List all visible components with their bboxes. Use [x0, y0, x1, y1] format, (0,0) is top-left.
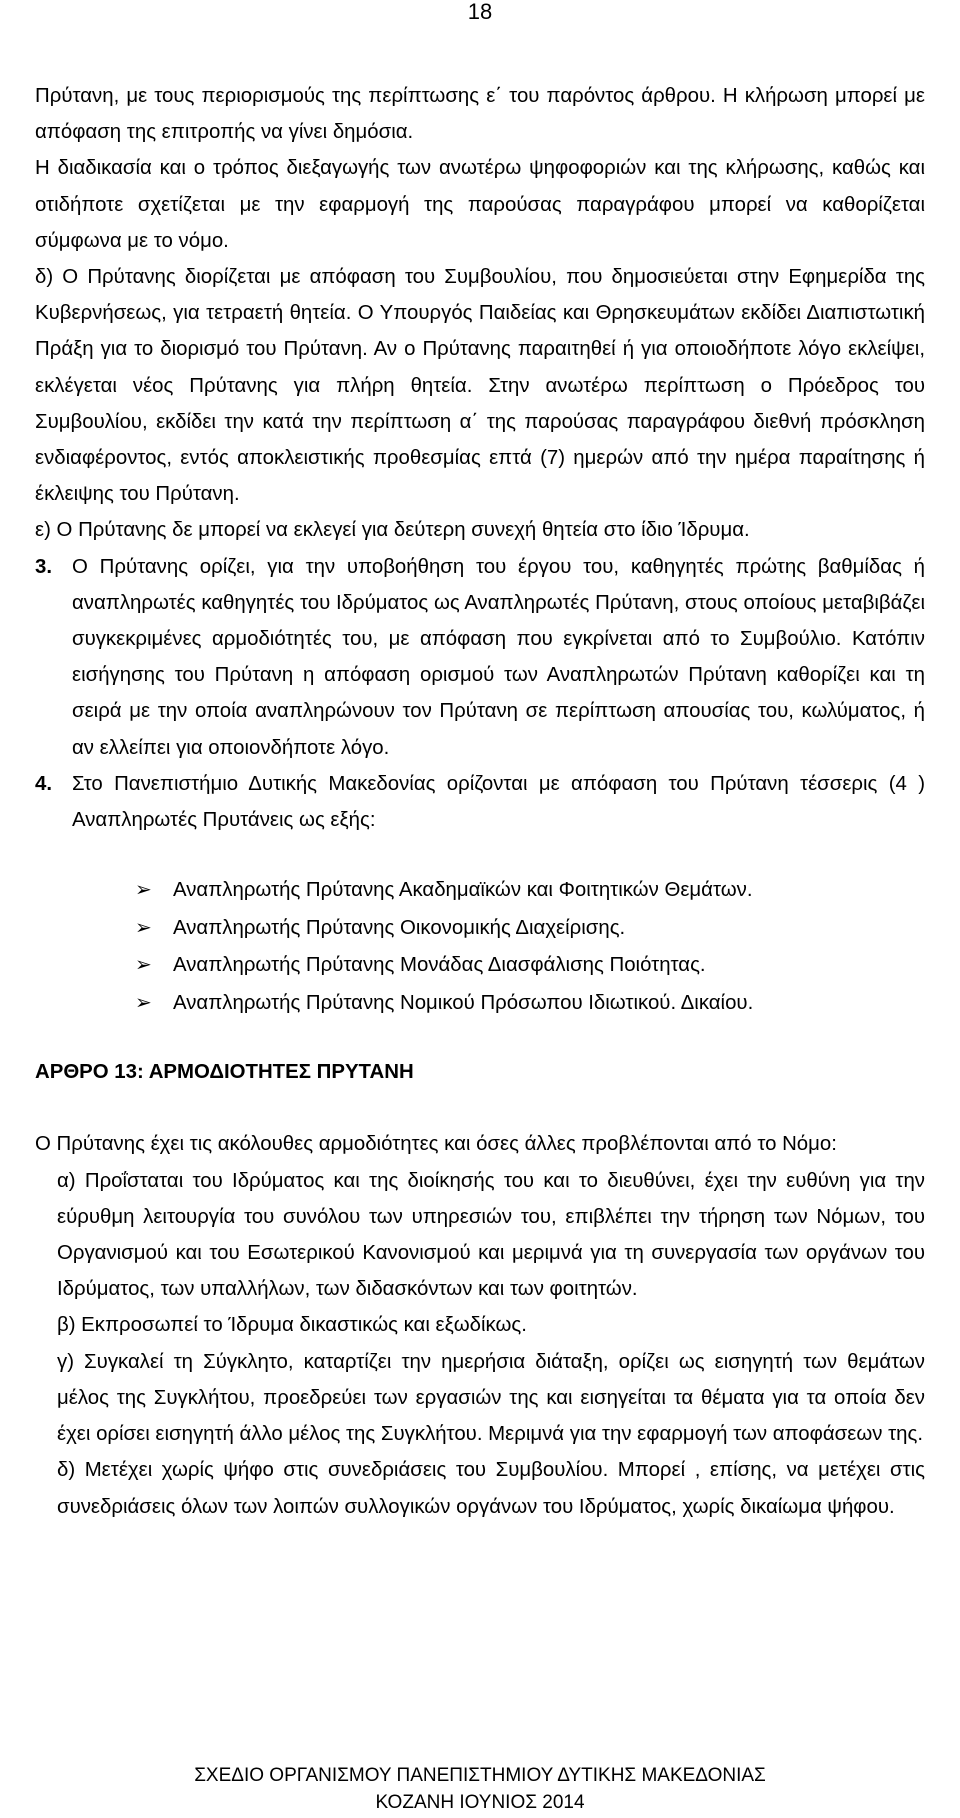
duty-paragraph: δ) Μετέχει χωρίς ψήφο στις συνεδριάσεις του Συμβουλίου. Μπορεί , επίσης, να μετέχει στις συνεδριάσεις όλων των λοιπών συλλογικών οργάνων του Ιδρύματος, χωρίς δικαίωμα ψήφου.	[57, 1459, 925, 1518]
numbered-item	[35, 549, 925, 766]
duty-paragraph: α) Προΐσταται του Ιδρύματος και της διοίκησής του και το διευθύνει, έχει την ευθύνη για την εύρυθμη λειτουργία του συνόλου των υπηρεσιών του, επιβλέπει την τήρηση των Νόμων, του Οργανισμού και του Εσωτερικού Κανονισμού και μεριμνά για τη συνεργασία των οργάνων του Ιδρύματος, των υπαλλήλων, των διδασκόντων και των φοιτητών.	[57, 1169, 925, 1301]
list-item-text: Αναπληρωτής Πρύτανης Ακαδημαϊκών και Φοιτητικών Θεμάτων.	[173, 879, 753, 902]
footer-title: ΣΧΕΔΙΟ ΟΡΓΑΝΙΣΜΟΥ ΠΑΝΕΠΙΣΤΗΜΙΟΥ ΔΥΤΙΚΗΣ ΜΑΚΕΔΟΝΙΑΣ	[194, 1765, 766, 1786]
list-item	[135, 910, 925, 948]
item-text: Ο Πρύτανης ορίζει, για την υποβοήθηση του έργου του, καθηγητές πρώτης βαθμίδας ή αναπληρωτές καθηγητές του Ιδρύματος ως Αναπληρωτές Πρύτανη, στους οποίους μεταβιβάζει συγκεκριμένες αρμοδιότητές του, με απόφαση που εγκρίνεται από το Συμβούλιο. Κατόπιν εισήγησης του Πρύτανη η απόφαση ορισμού των Αναπληρωτών Πρύτανη καθορίζει και τη σειρά με την οποία αναπληρώνουν τον Πρύτανη σε περίπτωση απουσίας του, κωλύματος, ή αν ελλείπει για οποιονδήποτε λόγο.	[72, 555, 925, 759]
item-number: 4.	[35, 772, 53, 795]
footer-date: ΚΟΖΑΝΗ ΙΟΥΝΙΟΣ 2014	[375, 1792, 585, 1813]
list-item-text: Αναπληρωτής Πρύτανης Νομικού Πρόσωπου Ιδιωτικού. Δικαίου.	[173, 991, 754, 1014]
arrow-bullet-icon: ➢	[135, 954, 152, 977]
page-footer	[0, 1762, 960, 1816]
item-number: 3.	[35, 555, 53, 578]
vice-rector-list	[35, 872, 925, 1022]
list-item-text: Αναπληρωτής Πρύτανης Μονάδας Διασφάλισης Ποιότητας.	[173, 954, 706, 977]
document-body	[35, 78, 925, 1525]
numbered-item	[35, 766, 925, 838]
list-item	[135, 947, 925, 985]
duty-paragraph: γ) Συγκαλεί τη Σύγκλητο, καταρτίζει την ημερήσια διάταξη, ορίζει ως εισηγητή των θεμάτων μέλος της Συγκλήτου, προεδρεύει των εργασιών της και εισηγείται τα θέματα για τα οποία δεν έχει ορίσει εισηγητή άλλο μέλος της Συγκλήτου. Μεριμνά για την εφαρμογή των αποφάσεων της.	[57, 1350, 925, 1446]
paragraph: Πρύτανη, με τους περιορισμούς της περίπτωσης ε΄ του παρόντος άρθρου. Η κλήρωση μπορεί με απόφαση της επιτροπής να γίνει δημόσια.	[35, 85, 925, 144]
list-item-text: Αναπληρωτής Πρύτανης Οικονομικής Διαχείρισης.	[173, 916, 626, 939]
arrow-bullet-icon: ➢	[135, 879, 152, 902]
list-item	[135, 872, 925, 910]
article-title: ΑΡΘΡΟ 13: ΑΡΜΟΔΙΟΤΗΤΕΣ ΠΡΥΤΑΝΗ	[35, 1061, 414, 1084]
paragraph: Η διαδικασία και ο τρόπος διεξαγωγής των ανωτέρω ψηφοφοριών και της κλήρωσης, καθώς και οτιδήποτε σχετίζεται με την εφαρμογή της παρούσας παραγράφου μπορεί να καθορίζεται σύμφωνα με το νόμο.	[35, 157, 925, 252]
duty-paragraph: β) Εκπροσωπεί το Ίδρυμα δικαστικώς και εξωδίκως.	[57, 1314, 527, 1337]
paragraph: δ) Ο Πρύτανης διορίζεται με απόφαση του Συμβουλίου, που δημοσιεύεται στην Εφημερίδα της Κυβερνήσεως, για τετραετή θητεία. Ο Υπουργός Παιδείας και Θρησκευμάτων εκδίδει Διαπιστωτική Πράξη για το διορισμό του Πρύτανη. Αν ο Πρύτανης παραιτηθεί ή για οποιοδήποτε λόγο εκλείψει, εκλέγεται νέος Πρύτανης για πλήρη θητεία. Στην ανωτέρω περίπτωση ο Πρόεδρος του Συμβουλίου, εκδίδει την κατά την περίπτωση α΄ της παρούσας παραγράφου διεθνή πρόσκληση ενδιαφέροντος, εντός αποκλειστικής προθεσμίας επτά (7) ημερών από την ημέρα παραίτησης ή έκλειψης του Πρύτανη.	[35, 266, 925, 506]
item-text: Στο Πανεπιστήμιο Δυτικής Μακεδονίας ορίζονται με απόφαση του Πρύτανη τέσσερις (4 ) Αναπληρωτές Πρυτάνεις ως εξής:	[72, 772, 925, 832]
article-intro: Ο Πρύτανης έχει τις ακόλουθες αρμοδιότητες και όσες άλλες προβλέπονται από το Νόμο:	[35, 1133, 837, 1156]
arrow-bullet-icon: ➢	[135, 991, 152, 1014]
paragraph: ε) Ο Πρύτανης δε μπορεί να εκλεγεί για δεύτερη συνεχή θητεία στο ίδιο Ίδρυμα.	[35, 519, 750, 542]
list-item	[135, 985, 925, 1023]
arrow-bullet-icon: ➢	[135, 916, 152, 939]
page-number: 18	[467, 0, 493, 24]
